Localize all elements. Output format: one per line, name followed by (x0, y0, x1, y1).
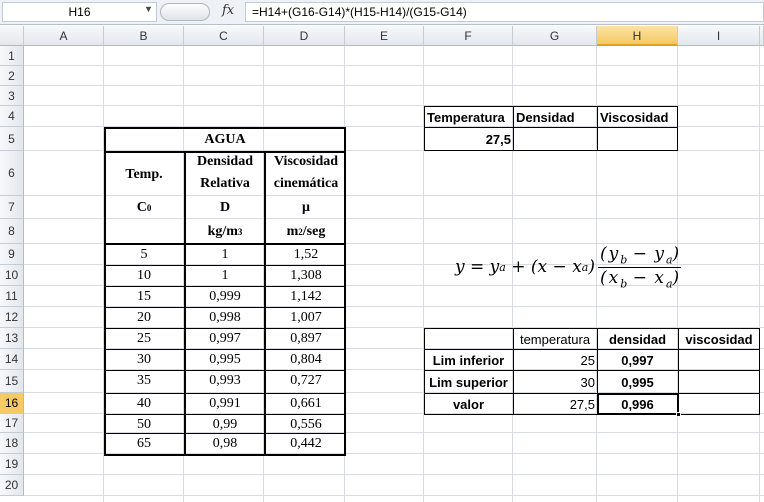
interp-header[interactable] (424, 329, 513, 349)
row-header-14[interactable]: 14 (0, 349, 24, 370)
interp-cell[interactable] (678, 394, 760, 414)
row-header-12[interactable]: 12 (0, 307, 24, 328)
unit-text: /seg (302, 223, 326, 239)
cell-densidad[interactable]: 0,993 (209, 372, 241, 388)
row-header-16[interactable]: 16 (0, 393, 24, 414)
subscript: a (665, 253, 673, 267)
column-header-edge (760, 26, 764, 46)
eq-ya: y (654, 244, 664, 265)
unit-visc (266, 220, 346, 243)
row-header-13[interactable]: 13 (0, 328, 24, 349)
cell-viscosidad[interactable]: 0,442 (290, 435, 322, 451)
cell-densidad[interactable]: 0,997 (209, 330, 241, 346)
eq-fraction (598, 244, 681, 290)
formula-bar-splitter[interactable] (160, 3, 210, 21)
interp-cell[interactable] (678, 350, 760, 370)
unit-dens (186, 220, 264, 243)
cell-viscosidad[interactable]: 1,52 (293, 246, 319, 262)
cell-temperatura-value[interactable]: 27,5 (485, 132, 511, 147)
column-header-D[interactable]: D (264, 26, 345, 46)
cell-temp[interactable]: 35 (137, 372, 151, 388)
row-header-6[interactable]: 6 (0, 151, 24, 196)
row-header-18[interactable]: 18 (0, 433, 24, 454)
symbol-visc: μ (302, 199, 310, 215)
unit-text: kg/m (207, 223, 238, 239)
cell-temp[interactable]: 10 (137, 267, 151, 283)
row-header-1[interactable]: 1 (0, 46, 24, 66)
fill-handle[interactable] (676, 412, 681, 417)
eq-ya: y (489, 257, 500, 277)
row-header-5[interactable]: 5 (0, 127, 24, 151)
header-densidad: Densidad (196, 154, 254, 169)
interp-cell[interactable]: 0,995 (621, 374, 654, 390)
cell-temp[interactable]: 40 (137, 395, 151, 411)
header-temperatura[interactable]: Temperatura (427, 109, 505, 125)
superscript: 0 (146, 202, 152, 213)
cell-densidad[interactable]: 0,98 (212, 435, 238, 451)
cell-temp[interactable]: 15 (137, 288, 151, 304)
cell-viscosidad[interactable]: 1,308 (290, 267, 322, 283)
subscript: a (581, 260, 589, 274)
interpolation-equation: y = y a + ( x − x a ) $\frac{( y _b - y _a)}{( x _b - x _a)}$ (455, 244, 680, 290)
superscript: 2 (298, 226, 303, 237)
name-box[interactable]: H16 (2, 2, 157, 22)
eq-yb: y (608, 244, 619, 265)
row-header-17[interactable]: 17 (0, 414, 24, 433)
eq-minus: − (552, 257, 567, 277)
row-header-15[interactable]: 15 (0, 370, 24, 393)
header-cinematica: cinemática (273, 176, 339, 191)
cell-viscosidad[interactable]: 1,142 (290, 288, 322, 304)
interp-cell[interactable]: 27,5 (569, 396, 595, 412)
cell-densidad[interactable]: 1 (221, 246, 229, 262)
row-header-20[interactable]: 20 (0, 475, 24, 496)
gridline (24, 474, 764, 475)
active-cell-H16[interactable] (597, 393, 679, 415)
column-header-I[interactable]: I (678, 26, 760, 46)
subscript: a (665, 276, 673, 290)
header-viscosidad: Viscosidad (273, 154, 339, 169)
row-header-11[interactable]: 11 (0, 286, 24, 307)
column-header-F[interactable]: F (424, 26, 513, 46)
row-header-8[interactable]: 8 (0, 219, 24, 244)
cell-densidad[interactable]: 0,995 (209, 351, 241, 367)
header-temp: Temp. (125, 166, 163, 182)
eq-equals: = (470, 257, 485, 277)
gridline (24, 495, 764, 496)
cell-temp[interactable]: 50 (137, 416, 151, 432)
row-header-7[interactable]: 7 (0, 196, 24, 219)
row-header-3[interactable]: 3 (0, 86, 24, 106)
cell-temp[interactable]: 5 (140, 246, 148, 262)
interp-cell[interactable]: Lim inferior (432, 352, 505, 368)
eq-numerator: ( y $_b$ − y $_a$) (600, 244, 680, 267)
eq-y: y (455, 257, 465, 277)
eq-xa: x (572, 257, 582, 277)
interp-cell[interactable]: 0,996 (621, 396, 654, 412)
subscript: b (620, 276, 628, 290)
header-densidad[interactable]: Densidad (516, 109, 575, 125)
column-header-G[interactable]: G (513, 26, 597, 46)
gridline (24, 65, 764, 66)
subscript: b (620, 253, 628, 267)
row-header-10[interactable]: 10 (0, 265, 24, 286)
chevron-down-icon[interactable]: ▼ (144, 4, 153, 14)
eq-x: x (537, 257, 548, 277)
row-header-2[interactable]: 2 (0, 66, 24, 86)
column-header-H[interactable]: H (597, 26, 678, 46)
insert-function-icon[interactable]: fx (222, 3, 235, 18)
cell-densidad[interactable]: 1 (221, 267, 229, 283)
cell-viscosidad[interactable]: 1,007 (290, 309, 322, 325)
interp-cell[interactable]: valor (452, 396, 485, 412)
superscript: 3 (237, 226, 243, 237)
cell-densidad[interactable]: 0,999 (209, 288, 241, 304)
eq-denominator: ( x $_b$ − x $_a$) (600, 267, 680, 290)
cell-viscosidad[interactable]: 0,727 (290, 372, 322, 388)
row-header-9[interactable]: 9 (0, 244, 24, 265)
subscript: a (499, 260, 506, 274)
symbol-text: C (136, 199, 147, 215)
interp-header[interactable]: densidad (608, 331, 667, 347)
cell-viscosidad[interactable]: 0,897 (290, 330, 322, 346)
eq-xa: x (654, 267, 664, 288)
cell-temp[interactable]: 20 (137, 309, 151, 325)
eq-plus: + (511, 257, 526, 277)
interp-cell[interactable]: 25 (580, 352, 595, 368)
row-header-4[interactable]: 4 (0, 106, 24, 127)
row-header-19[interactable]: 19 (0, 454, 24, 475)
column-header-C[interactable]: C (184, 26, 264, 46)
interp-cell[interactable]: Lim superior (429, 374, 508, 390)
cell-densidad[interactable]: 0,99 (212, 416, 238, 432)
cell-viscosidad[interactable]: 0,556 (290, 416, 322, 432)
interp-cell[interactable]: 30 (580, 374, 595, 390)
cell-temp[interactable]: 30 (137, 351, 151, 367)
formula-input[interactable]: =H14+(G16-G14)*(H15-H14)/(G15-G14) (245, 2, 764, 22)
column-header-A[interactable]: A (24, 26, 104, 46)
header-viscosidad[interactable]: Viscosidad (600, 109, 669, 125)
cell-temp[interactable]: 25 (137, 330, 151, 346)
cell-temp[interactable]: 65 (137, 435, 151, 451)
cell-viscosidad[interactable]: 0,804 (290, 351, 322, 367)
cell-densidad[interactable]: 0,991 (209, 395, 241, 411)
gridline (759, 46, 760, 502)
column-header-E[interactable]: E (345, 26, 424, 46)
select-all-corner[interactable] (0, 26, 24, 46)
column-header-B[interactable]: B (104, 26, 184, 46)
interp-cell[interactable]: 0,997 (621, 352, 654, 368)
symbol-temp (104, 196, 184, 219)
eq-xb: x (608, 267, 619, 288)
gridline (24, 85, 764, 86)
header-relativa: Relativa (200, 176, 250, 191)
cell-densidad[interactable]: 0,998 (209, 309, 241, 325)
agua-title: AGUA (204, 131, 246, 147)
symbol-dens: D (219, 199, 231, 215)
cell-viscosidad[interactable]: 0,661 (290, 395, 322, 411)
interp-header[interactable]: viscosidad (685, 331, 753, 347)
interp-header[interactable]: temperatura (519, 331, 591, 347)
interp-cell[interactable] (678, 371, 760, 393)
unit-text: m (286, 223, 299, 239)
